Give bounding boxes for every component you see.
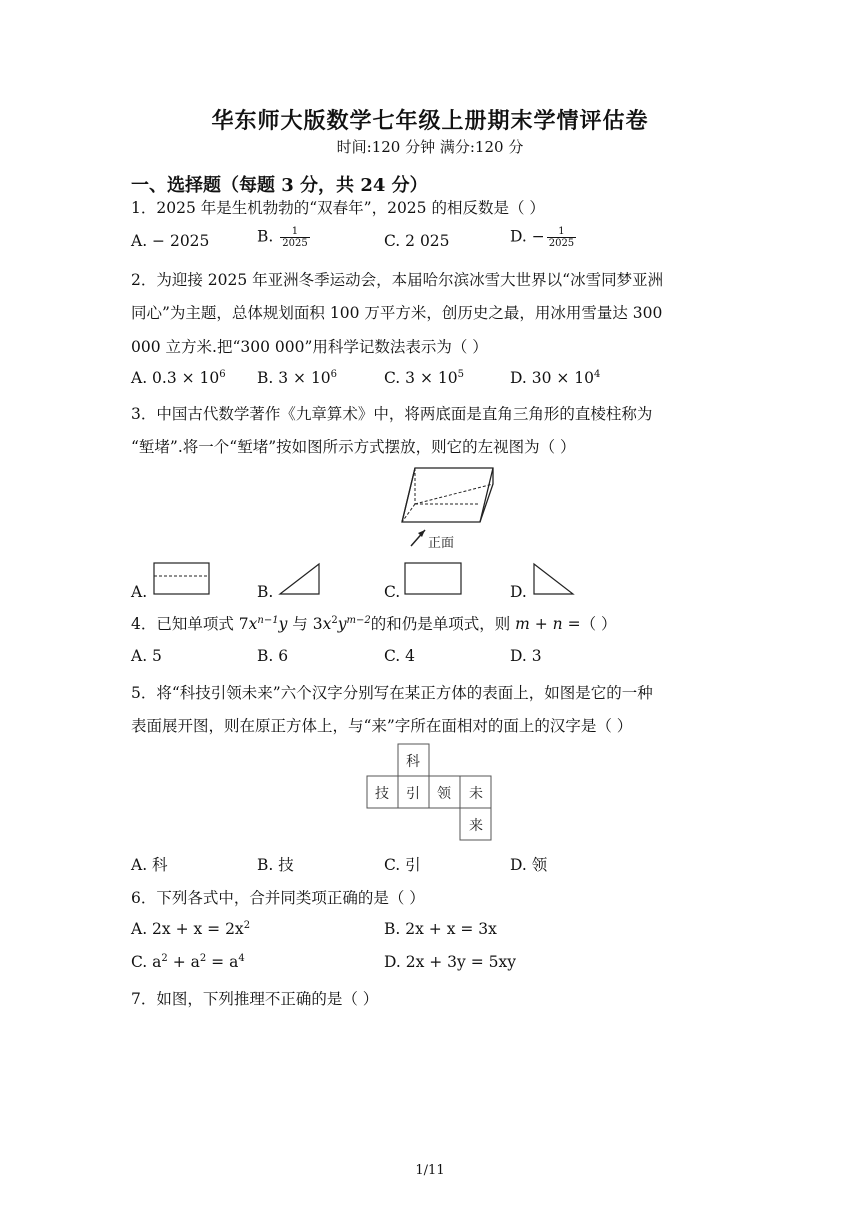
q1-option-d: D. − $\frac{1}{2025}$ [510, 226, 575, 249]
q4-option-b: B. 6 [257, 647, 289, 665]
question-1: 1．2025 年是生机勃勃的“双春年”，2025 的相反数是（ ） [131, 199, 545, 217]
question-3-line-2: “堑堵”.将一个“堑堵”按如图所示方式摆放，则它的左视图为（ ） [131, 438, 576, 456]
prism-figure [395, 464, 505, 554]
q1-option-b: B. $\frac{1}{2025}$ [257, 226, 308, 249]
q3-option-d: D. [510, 583, 527, 601]
section-heading: 一、选择题（每题 3 分，共 24 分） [131, 175, 428, 196]
net-cell-yin: 引 [406, 786, 420, 802]
q6-option-d: D. 2x + 3y = 5xy [384, 953, 516, 971]
q3-option-c: C. [384, 583, 401, 601]
question-5-line-1: 5．将“科技引领未来”六个汉字分别写在某正方体的表面上，如图是它的一种 [131, 684, 653, 702]
net-cell-lai: 来 [469, 818, 483, 834]
q3-option-a: A. [131, 583, 148, 601]
q5-option-c: C. 引 [384, 856, 421, 874]
question-2-line-2: 同心”为主题，总体规划面积 100 万平方米，创历史之最，用冰用雪量达 300 [131, 304, 663, 322]
net-cell-ling: 领 [437, 786, 451, 802]
page-title: 华东师大版数学七年级上册期末学情评估卷 [211, 108, 649, 134]
question-3-line-1: 3．中国古代数学著作《九章算术》中，将两底面是直角三角形的直棱柱称为 [131, 405, 653, 423]
q1-option-a: A. − 2025 [131, 232, 210, 250]
net-cell-ji: 技 [375, 786, 389, 802]
q3-option-c-figure [404, 562, 464, 596]
question-2-line-1: 2．为迎接 2025 年亚洲冬季运动会，本届哈尔滨冰雪大世界以“冰雪同梦亚洲 [131, 271, 664, 289]
q2-option-c: C. $3 \times 10^5$ [384, 369, 464, 388]
question-6: 6．下列各式中，合并同类项正确的是（ ） [131, 889, 425, 907]
q2-option-d: D. $30 \times 10^4$ [510, 369, 601, 388]
q3-option-d-figure [532, 562, 576, 596]
q2-option-b: B. $3 \times 10^6$ [257, 369, 338, 388]
q6-option-b: B. 2x + x = 3x [384, 920, 497, 938]
question-5-line-2: 表面展开图，则在原正方体上，与“来”字所在面相对的面上的汉字是（ ） [131, 717, 633, 735]
q4-option-a: A. 5 [131, 647, 162, 665]
question-4: 4．已知单项式 $7x^{n-1}y$ 与 $3x^2y^{m-2}$的和仍是单项式，则 m + n =（ ） [131, 614, 617, 633]
question-2-line-3: 000 立方米.把“300 000”用科学记数法表示为（ ） [131, 338, 488, 356]
question-7: 7．如图，下列推理不正确的是（ ） [131, 990, 379, 1008]
page-number: 1/11 [415, 1163, 445, 1178]
q4-option-d: D. 3 [510, 647, 542, 665]
q5-option-a: A. 科 [131, 856, 168, 874]
net-cell-wei: 未 [469, 786, 483, 802]
q3-option-b-figure [278, 562, 322, 596]
q2-option-a: A. $0.3 \times 10^6$ [131, 369, 226, 388]
net-cell-ke: 科 [406, 754, 420, 770]
q4-option-c: C. 4 [384, 647, 416, 665]
q6-option-a: A. $2x + x = 2x^2$ [131, 920, 251, 939]
q1-option-c: C. 2 025 [384, 232, 450, 250]
cube-net-figure [366, 743, 496, 841]
q6-option-c: C. $a^2 + a^2 = a^4$ [131, 953, 245, 972]
q5-option-d: D. 领 [510, 856, 548, 874]
q3-option-a-figure [153, 562, 211, 596]
page-subtitle: 时间:120 分钟 满分:120 分 [336, 138, 524, 156]
front-label: 正面 [428, 536, 455, 551]
q5-option-b: B. 技 [257, 856, 294, 874]
q3-option-b: B. [257, 583, 274, 601]
